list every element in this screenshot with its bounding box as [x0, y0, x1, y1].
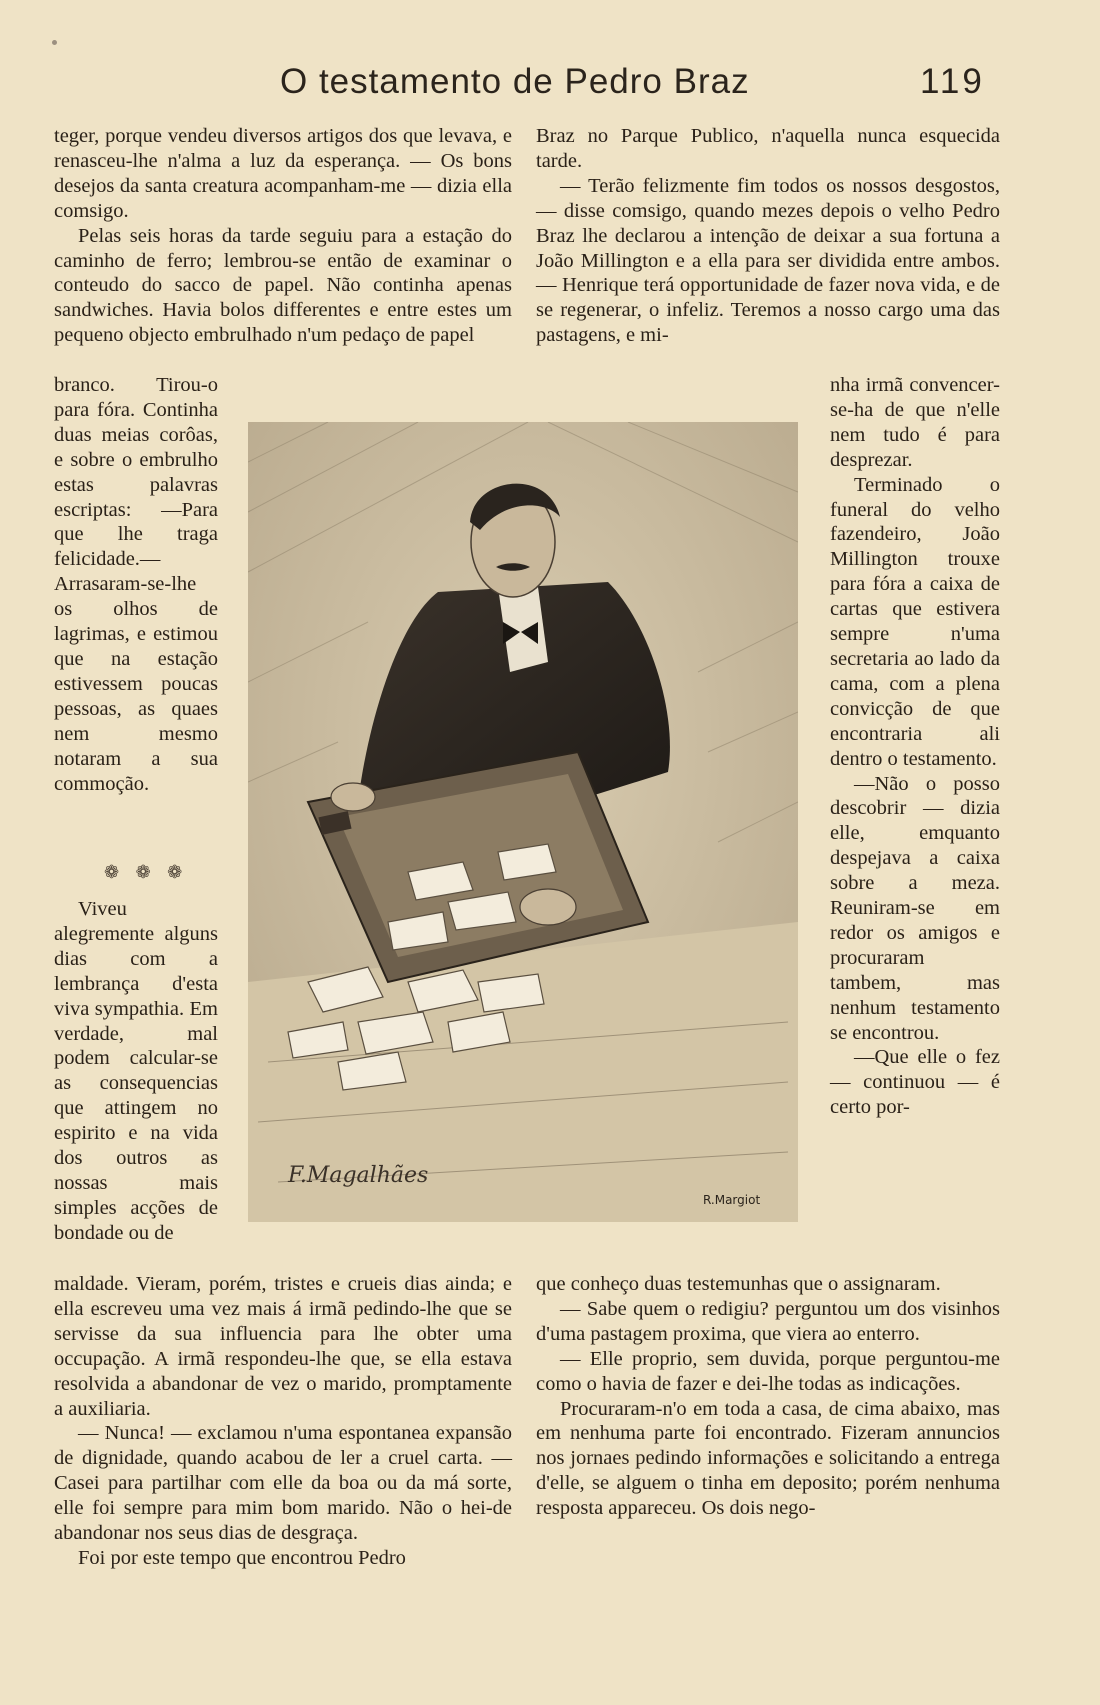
paragraph: nha irmã convencer-se-ha de que n'elle nem tudo é para desprezar.: [830, 374, 1000, 471]
paragraph: Procuraram-n'o em toda a casa, de cima abaixo, mas em nenhuma parte foi encontrado. Fizeram annuncios nos jornaes pedindo informações e solicitando a entrega d'elle, se alguem o tinha em deposito; porém nenhuma resposta appareceu. Os dois nego-: [536, 1397, 1000, 1520]
engraver-signature-right: R.Margiot: [703, 1193, 761, 1207]
paragraph: — Elle proprio, sem duvida, porque perguntou-me como o havia de fazer e dei-lhe todas as indicações.: [536, 1347, 1000, 1395]
print-speck: [52, 40, 57, 45]
col1-top-text: [54, 124, 512, 348]
paragraph: Pelas seis horas da tarde seguiu para a estação do caminho de ferro; lembrou-se então de examinar o conteudo do sacco de papel. Não continha apenas sandwiches. Havia bolos differentes e entre estes um pequeno objecto embrulhado n'um pedaço de papel: [54, 224, 512, 347]
right-hand: [520, 889, 576, 925]
paragraph: —Não o posso descobrir — dizia elle, emquanto despejava a caixa sobre a meza. Reuniram-se em redor os amigos e procuraram tambem, mas nenhum testamento se encontrou.: [830, 772, 1000, 1044]
artist-signature-left: F.Magalhães: [288, 1163, 429, 1188]
paragraph: maldade. Vieram, porém, tristes e crueis dias ainda; e ella escreveu uma vez mais á irmã pedindo-lhe que se servisse da sua influencia para lhe obter uma occupação. A irmã respondeu-lhe que, se ella estava resolvida a abandonar de vez o marido, promptamente a auxiliaria.: [54, 1273, 512, 1420]
col2-bottom-text: [536, 1272, 1000, 1521]
paragraph: Foi por este tempo que encontrou Pedro: [78, 1546, 406, 1569]
illustration-man-emptying-letter-box: [248, 422, 798, 1222]
col2-narrow-text: [830, 373, 1000, 1120]
paragraph: — Nunca! — exclamou n'uma espontanea expansão de dignidade, quando acabou de ler a cruel carta. — Casei para partilhar com elle da boa ou da má sorte, elle foi sempre para mim bom marido. Não o hei-de abandonar nos seus dias de desgraça.: [54, 1422, 512, 1545]
col1-narrow2-text: [54, 897, 218, 1246]
paragraph: que conheço duas testemunhas que o assignaram.: [536, 1273, 941, 1295]
paragraph: teger, porque vendeu diversos artigos dos que levava, e renasceu-lhe n'alma a luz da esperança. — Os bons desejos da santa creatura acompanham-me — dizia ella comsigo.: [54, 125, 512, 222]
running-title: O testamento de Pedro Braz: [280, 62, 750, 101]
paragraph: — Sabe quem o redigiu? perguntou um dos visinhos d'uma pastagem proxima, que viera ao enterro.: [536, 1297, 1000, 1345]
paragraph: — Terão felizmente fim todos os nossos desgostos, — disse comsigo, quando mezes depois o velho Pedro Braz lhe declarou a intenção de deixar a sua fortuna a João Millington e a ella para ser dividida entre ambos. — Henrique terá opportunidade de fazer nova vida, e de se regenerar, o infeliz. Teremos a nosso cargo uma das pastagens, e mi-: [536, 174, 1000, 347]
paragraph: Terminado o funeral do velho fazendeiro, João Millington trouxe para fóra a caixa de cartas que estivera sempre n'uma secretaria ao lado da cama, com a plena convicção de que encontraria ali dentro o testamento.: [830, 473, 1000, 770]
left-hand: [331, 783, 375, 811]
paragraph: —Que elle o fez — continuou — é certo por-: [830, 1046, 1000, 1119]
col1-narrow-text: [54, 373, 218, 796]
page-number: 119: [920, 62, 985, 101]
section-ornament: ❁ ❁ ❁: [104, 862, 189, 882]
paragraph: Viveu alegremente alguns dias com a lembrança d'esta viva sympathia. Em verdade, mal podem calcular-se as consequencias que attingem no espirito e na vida dos outros as nossas mais simples acções de bondade ou de: [54, 898, 218, 1244]
col2-top-text: [536, 124, 1000, 348]
illustration-drawing: [248, 422, 798, 1222]
paragraph: branco. Tirou-o para fóra. Continha duas meias corôas, e sobre o embrulho estas palavras escriptas: —Para que lhe traga felicidade.—Arrasaram-se-lhe os olhos de lagrimas, e estimou que na estação estivessem poucas pessoas, as quaes nem mesmo notaram a sua commoção.: [54, 374, 218, 795]
col1-bottom-text: [54, 1272, 512, 1571]
paragraph: Braz no Parque Publico, n'aquella nunca esquecida tarde.: [536, 125, 1000, 172]
